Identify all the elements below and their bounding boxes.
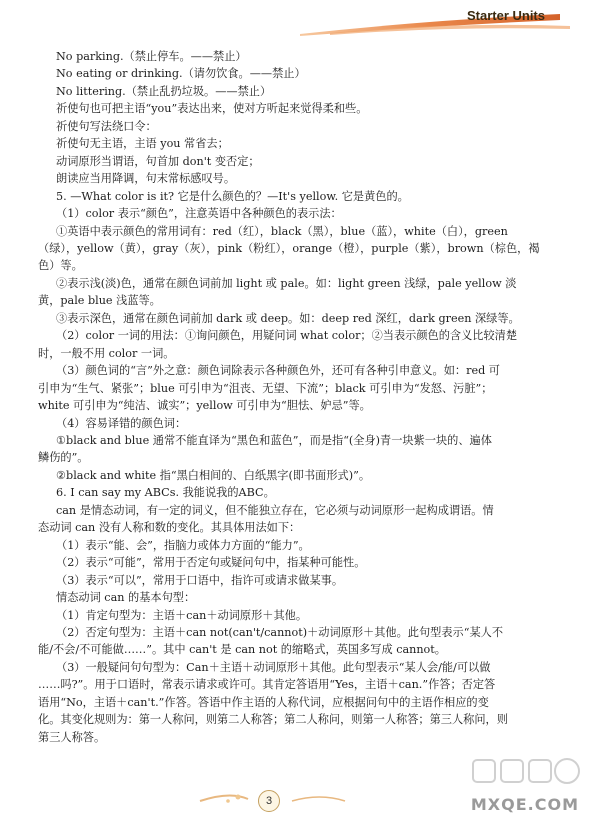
text-line: white 可引申为“纯洁、诚实”；yellow 可引申为“胆怯、妒忌”等。: [38, 399, 371, 413]
text-line: No parking.（禁止停车。——禁止）: [56, 50, 247, 63]
text-line: No eating or drinking.（请勿饮食。——禁止）: [56, 67, 306, 81]
text-line: 引申为“生气、紧张”；blue 可引申为“沮丧、无望、下流”；black 可引申为“发怒、污脏”；: [38, 381, 493, 395]
text-line: （1）表示“能、会”，指脑力或体力方面的“能力”。: [56, 538, 310, 552]
text-line: 祈使句写法绕口令：: [56, 119, 157, 133]
text-line: 动词原形当谓语，句首加 don't 变否定；: [56, 154, 260, 168]
section-heading: 5. —What color is it? 它是什么颜色的？—It's yellow. 它是黄色的。: [56, 189, 409, 203]
text-line: 朗读应当用降调，句末常标感叹号。: [56, 172, 236, 186]
text-line: （绿），yellow（黄），gray（灰），pink（粉红），orange（橙），purple（紫），brown（棕色，褐: [38, 241, 540, 255]
text-line: ①英语中表示颜色的常用词有：red（红），black（黑），blue（蓝），white（白），green: [56, 224, 508, 238]
text-line: ……吗?”。用于口语时，常表示请求或许可。其肯定答语用“Yes，主语＋can.”作答；否定答: [38, 678, 496, 692]
text-line: can 是情态动词，有一定的词义，但不能独立存在，它必须与动词原形一起构成谓语。情: [56, 503, 494, 517]
header-title: Starter Units: [466, 8, 545, 23]
text-line: 第三人称答。: [38, 730, 106, 744]
text-line: （3）一般疑问句句型为：Can＋主语＋动词原形＋其他。此句型表示“某人会/能/可以做: [56, 660, 491, 674]
text-line: （2）color 一词的用法：①询问颜色，用疑问词 what color；②当表示颜色的含义比较清楚: [56, 329, 518, 343]
page-header: [0, 0, 593, 42]
text-line: ②表示浅(淡)色，通常在颜色词前加 light 或 pale。如：light green 浅绿，pale yellow 淡: [56, 276, 517, 290]
text-line: 色）等。: [38, 259, 83, 273]
text-line: 化。其变化规则为：第一人称问，则第二人称答；第二人称问，则第一人称答；第三人称问，则: [38, 713, 508, 727]
watermark-text: MXQE.COM: [470, 795, 579, 814]
text-line: 祈使句无主语，主语 you 常省去；: [56, 137, 229, 151]
text-line: （2）否定句型为：主语＋can not(can't/cannot)＋动词原形＋其他。此句型表示“某人不: [56, 625, 504, 639]
text-line: （4）容易译错的颜色词：: [56, 416, 187, 430]
document-body: [38, 48, 546, 746]
text-line: 黄，pale blue 浅蓝等。: [38, 294, 161, 308]
text-line: 鳞伤的”。: [38, 451, 89, 465]
text-line: （1）color 表示“颜色”，注意英语中各种颜色的表示法：: [56, 207, 342, 221]
text-line: ①black and blue 通常不能直译为“黑色和蓝色”，而是指“(全身)青一块紫一块的、遍体: [56, 433, 492, 447]
text-line: （1）肯定句型为：主语＋can＋动词原形＋其他。: [56, 608, 308, 622]
text-line: 态动词 can 没有人称和数的变化。其具体用法如下：: [38, 521, 301, 535]
text-line: （3）颜色词的“言”外之意：颜色词除表示各种颜色外，还可有各种引申意义。如：red 可: [56, 364, 500, 378]
text-line: （2）表示“可能”，常用于否定句或疑问句中，指某种可能性。: [56, 556, 366, 570]
text-line: ③表示深色，通常在颜色词前加 dark 或 deep。如：deep red 深红，dark green 深绿等。: [56, 311, 520, 325]
text-line: 能/不会/不可能做……”。其中 can't 是 can not 的缩略式，英国多写成 cannot。: [38, 643, 446, 657]
section-heading: 6. I can say my ABCs. 我能说我的ABC。: [56, 486, 275, 500]
text-line: ②black and white 指“黑白相间的、白纸黑字(即书面形式)”。: [56, 468, 371, 482]
text-line: 祈使句也可把主语“you”表达出来，使对方听起来觉得柔和些。: [56, 102, 368, 116]
text-line: 情态动词 can 的基本句型：: [56, 591, 196, 605]
text-line: 时，一般不用 color 一词。: [38, 346, 175, 360]
page-number: 3: [258, 790, 280, 812]
text-line: No littering.（禁止乱扔垃圾。——禁止）: [56, 84, 272, 98]
text-line: （3）表示“可以”，常用于口语中，指许可或请求做某事。: [56, 573, 344, 587]
text-line: 语用“No，主语＋can't.”作答。答语中作主语的人称代词，应根据问句中的主语作相应的变: [38, 695, 489, 709]
